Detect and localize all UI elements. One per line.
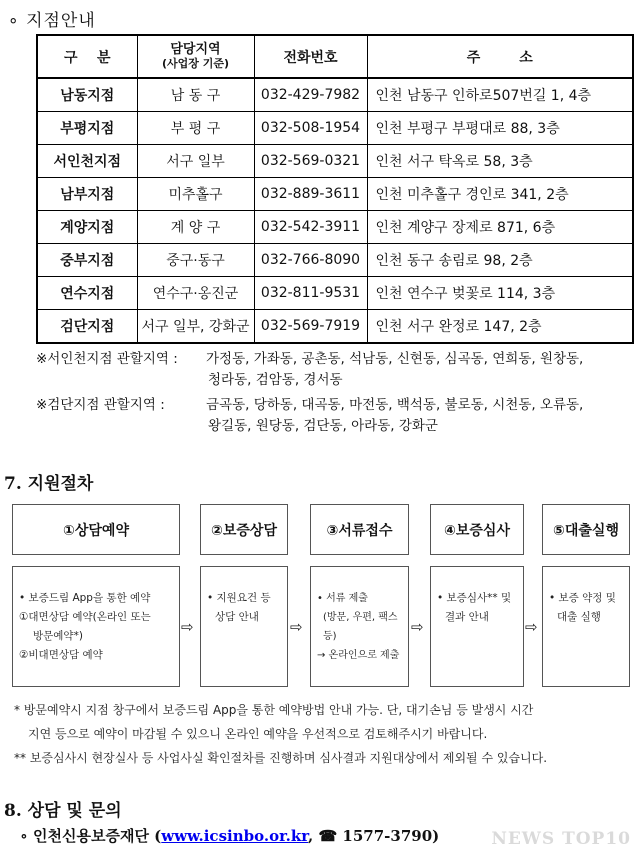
branch-address: 인천 남동구 인하로507번길 1, 4층 (367, 78, 633, 112)
table-row (37, 211, 633, 244)
branch-name: 부평지점 (37, 112, 137, 145)
branch-area: 계 양 구 (137, 211, 254, 244)
detail-box-4: • 보증심사** 및 결과 안내 (430, 566, 524, 687)
step-guarantee-consult: ②보증상담 (200, 504, 288, 555)
arrow-icon: ⇨ (181, 618, 194, 636)
detail-box-3: • 서류 제출 (방문, 우편, 팩스 등) → 온라인으로 제출 (310, 566, 409, 687)
branch-name: 중부지점 (37, 244, 137, 277)
bullet-icon: ∘ (20, 827, 28, 845)
note-seoincheon: ※서인천지점 관할지역 : 가정동, 가좌동, 공촌동, 석남동, 신현동, 심곡동, 연희동, 원창동, 청라동, 검암동, 경서동 (36, 351, 584, 388)
detail-box-5: • 보증 약정 및 대출 실행 (542, 566, 630, 687)
table-header-row (37, 35, 633, 78)
table-row (37, 310, 633, 344)
bullet-icon: ∘ (8, 11, 20, 31)
header-address: 주 소 (367, 35, 633, 78)
table-row (37, 244, 633, 277)
table-row (37, 277, 633, 310)
detail-box-2: • 지원요건 등 상담 안내 (200, 566, 288, 687)
branch-address: 인천 부평구 부평대로 88, 3층 (367, 112, 633, 145)
detail-box-1: • 보증드림 App을 통한 예약 ①대면상담 예약(온라인 또는 방문예약*) ②비대면상담 예약 (12, 566, 180, 687)
arrow-icon: ⇨ (525, 618, 538, 636)
table-row (37, 145, 633, 178)
branch-area: 서구 일부 (137, 145, 254, 178)
branch-phone: 032-508-1954 (254, 112, 367, 145)
procedure-heading: 7. 지원절차 (4, 474, 94, 494)
step-loan-execution: ⑤대출실행 (542, 504, 630, 555)
branch-area: 중구·동구 (137, 244, 254, 277)
branch-address: 인천 서구 탁옥로 58, 3층 (367, 145, 633, 178)
branch-address: 인천 연수구 벚꽃로 114, 3층 (367, 277, 633, 310)
branch-name: 계양지점 (37, 211, 137, 244)
procedure-footnotes: * 방문예약시 지점 창구에서 보증드림 App을 통한 예약방법 안내 가능. 단, 대기손님 등 발생시 시간 지연 등으로 예약이 마감될 수 있으니 온라인 예약을 우선적으로 검토해주시기 바랍니다. ** 보증심사시 현장실사 등 사업사실 확인절차를 진행하며 심사결과 지원대상에서 제외될 수 있습니다. (14, 703, 548, 765)
branch-name: 남동지점 (37, 78, 137, 112)
arrow-icon: ⇨ (411, 618, 424, 636)
org-name: 인천신용보증재단 (33, 827, 149, 845)
step-document-submit: ③서류접수 (310, 504, 409, 555)
note-geomdan: ※검단지점 관할지역 : 금곡동, 당하동, 대곡동, 마전동, 백석동, 불로동, 시천동, 오류동, 왕길동, 원당동, 검단동, 아라동, 강화군 (36, 397, 584, 434)
header-phone: 전화번호 (254, 35, 367, 78)
branch-address: 인천 서구 완정로 147, 2층 (367, 310, 633, 344)
branch-name: 남부지점 (37, 178, 137, 211)
arrow-icon: ⇨ (290, 618, 303, 636)
table-row (37, 78, 633, 112)
branch-area: 연수구·옹진군 (137, 277, 254, 310)
watermark: NEWS TOP10 (491, 829, 631, 849)
branch-phone: 032-569-0321 (254, 145, 367, 178)
branch-phone: 032-429-7982 (254, 78, 367, 112)
branch-name: 검단지점 (37, 310, 137, 344)
branch-name: 서인천지점 (37, 145, 137, 178)
branch-phone: 032-569-7919 (254, 310, 367, 344)
header-branch: 구 분 (37, 35, 137, 78)
step-consult-reservation: ①상담예약 (12, 504, 180, 555)
branch-phone: 032-766-8090 (254, 244, 367, 277)
branch-address: 인천 계양구 장제로 871, 6층 (367, 211, 633, 244)
branch-phone: 032-811-9531 (254, 277, 367, 310)
contact-heading: 8. 상담 및 문의 (4, 801, 122, 821)
website-link[interactable]: www.icsinbo.or.kr (161, 827, 309, 845)
branch-phone: 032-542-3911 (254, 211, 367, 244)
branch-area: 서구 일부, 강화군 (137, 310, 254, 344)
branch-name: 연수지점 (37, 277, 137, 310)
phone-icon: ☎ (318, 827, 338, 845)
table-row (37, 112, 633, 145)
contact-line: ∘ 인천신용보증재단 (www.icsinbo.or.kr, ☎ 1577-3790) (20, 827, 440, 845)
header-area: 담당지역 (사업장 기준) (137, 35, 254, 78)
branch-area: 남 동 구 (137, 78, 254, 112)
branch-section-title: ∘ 지점안내 (8, 11, 96, 31)
table-row (37, 178, 633, 211)
branch-area: 부 평 구 (137, 112, 254, 145)
phone-number: 1577-3790) (342, 827, 440, 845)
branch-phone: 032-889-3611 (254, 178, 367, 211)
step-guarantee-review: ④보증심사 (430, 504, 524, 555)
branch-address: 인천 미추홀구 경인로 341, 2층 (367, 178, 633, 211)
branch-table (36, 34, 634, 344)
branch-address: 인천 동구 송림로 98, 2층 (367, 244, 633, 277)
branch-area: 미추홀구 (137, 178, 254, 211)
